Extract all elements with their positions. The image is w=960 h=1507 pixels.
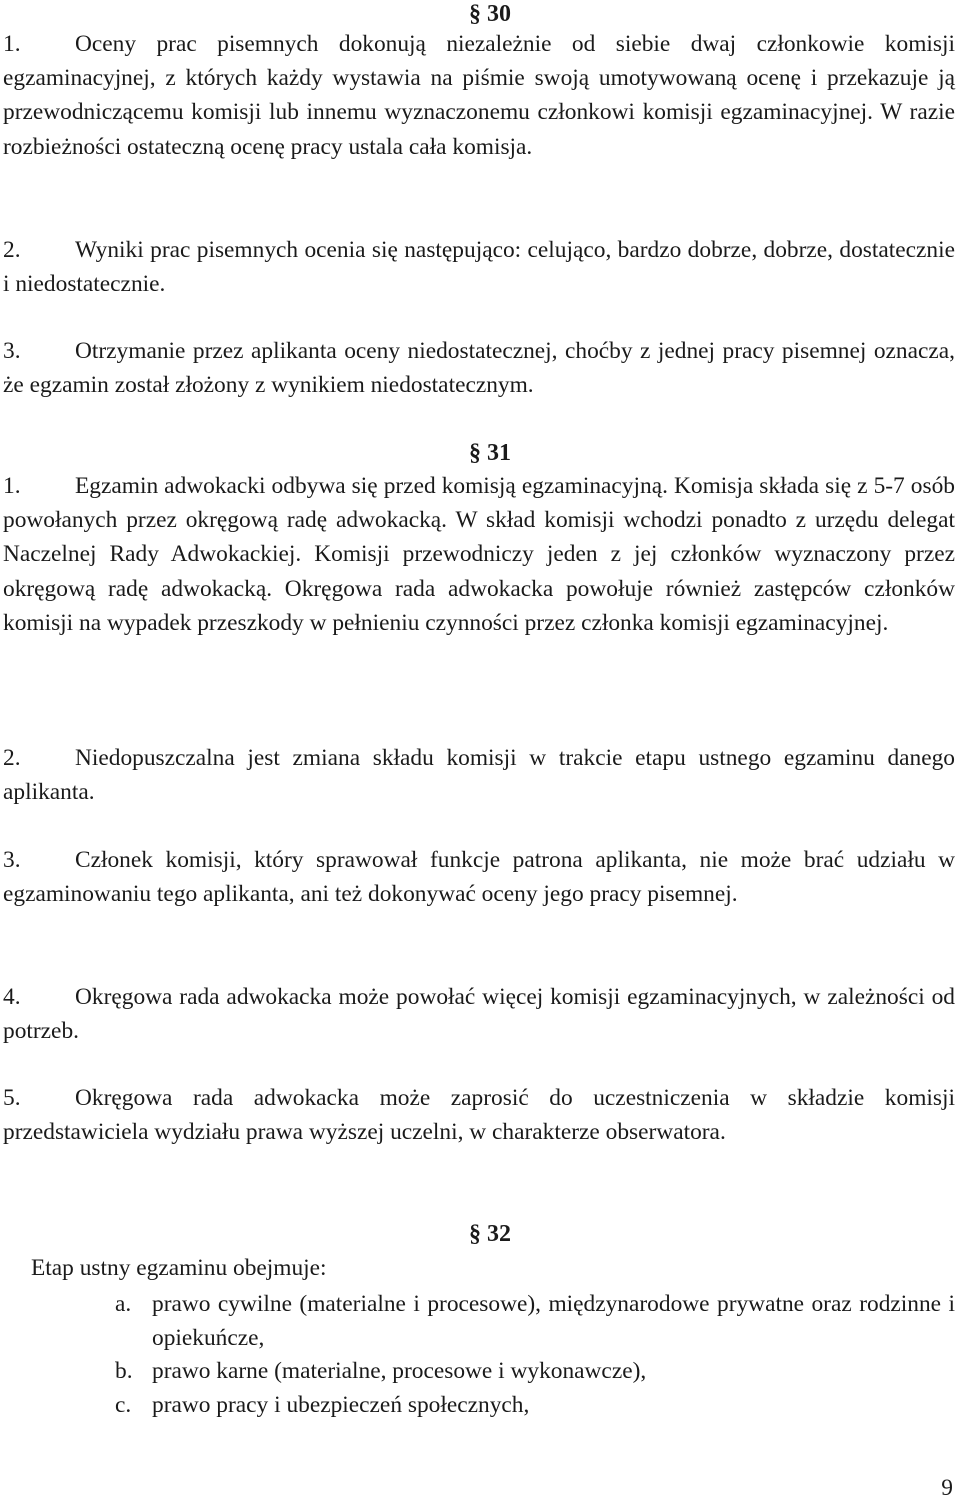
paragraph-number: 4. [3, 984, 21, 1010]
paragraph-text: Oceny prac pisemnych dokonują niezależnie od siebie dwaj członkowie komisji egzaminacyjnej, z których każdy wystawia na piśmie swoją umotywowaną ocenę i przekazuje ją przewodniczącemu komisji lub innemu wyznaczonemu członkowi komisji egzaminacyjnej. W razie rozbieżności ostateczną ocenę pracy ustala cała komisja. [3, 31, 955, 160]
section-heading: § 32 [469, 1221, 511, 1247]
paragraph-text: Otrzymanie przez aplikanta oceny niedostatecznej, choćby z jednej pracy pisemnej oznacza, że egzamin został złożony z wynikiem niedostatecznym. [3, 338, 955, 399]
paragraph [3, 469, 955, 640]
paragraph [3, 741, 955, 809]
paragraph-text: Wyniki prac pisemnych ocenia się następująco: celująco, bardzo dobrze, dobrze, dostatecznie i niedostatecznie. [3, 237, 955, 298]
paragraph-number: 2. [3, 745, 21, 771]
paragraph [3, 1081, 955, 1149]
paragraph [3, 233, 955, 301]
paragraph-text: Niedopuszczalna jest zmiana składu komisji w trakcie etapu ustnego egzaminu danego aplikanta. [3, 745, 955, 806]
list-item-text: prawo pracy i ubezpieczeń społecznych, [152, 1392, 530, 1418]
list-marker: c. [115, 1392, 132, 1418]
list-item [115, 1354, 955, 1388]
paragraph-text: Okręgowa rada adwokacka może zaprosić do uczestniczenia w składzie komisji przedstawiciela wydziału prawa wyższej uczelni, w charakterze obserwatora. [3, 1085, 955, 1146]
paragraph [3, 334, 955, 402]
paragraph-number: 1. [3, 473, 21, 499]
list-item-text: prawo cywilne (materialne i procesowe), międzynarodowe prywatne oraz rodzinne i opiekuńcze, [152, 1291, 955, 1352]
paragraph-number: 5. [3, 1085, 21, 1111]
paragraph-number: 3. [3, 338, 21, 364]
paragraph-text: Egzamin adwokacki odbywa się przed komisją egzaminacyjną. Komisja składa się z 5-7 osób powołanych przez okręgową radę adwokacką. W skład komisji wchodzi ponadto z urzędu delegat Naczelnej Rady Adwokackiej. Komisji przewodniczy jeden z jej członków wyznaczony przez okręgową radę adwokacką. Okręgowa rada adwokacka powołuje również zastępców członków komisji na wypadek przeszkody w pełnieniu czynności przez członka komisji egzaminacyjnej. [3, 473, 955, 636]
paragraph-text: Członek komisji, który sprawował funkcje patrona aplikanta, nie może brać udziału w egzaminowaniu tego aplikanta, ani też dokonywać oceny jego pracy pisemnej. [3, 847, 955, 908]
list-item [115, 1388, 955, 1422]
section-intro: Etap ustny egzaminu obejmuje: [31, 1255, 327, 1281]
paragraph [3, 27, 955, 164]
paragraph [3, 843, 955, 911]
paragraph-text: Okręgowa rada adwokacka może powołać więcej komisji egzaminacyjnych, w zależności od potrzeb. [3, 984, 955, 1045]
section-heading: § 31 [469, 440, 511, 466]
paragraph-number: 2. [3, 237, 21, 263]
page-number: 9 [941, 1475, 953, 1501]
list-marker: a. [115, 1291, 132, 1317]
list-marker: b. [115, 1358, 133, 1384]
section-heading: § 30 [469, 1, 511, 27]
paragraph-number: 3. [3, 847, 21, 873]
list-item [115, 1287, 955, 1355]
paragraph-number: 1. [3, 31, 21, 57]
list-item-text: prawo karne (materialne, procesowe i wykonawcze), [152, 1358, 647, 1384]
paragraph [3, 980, 955, 1048]
